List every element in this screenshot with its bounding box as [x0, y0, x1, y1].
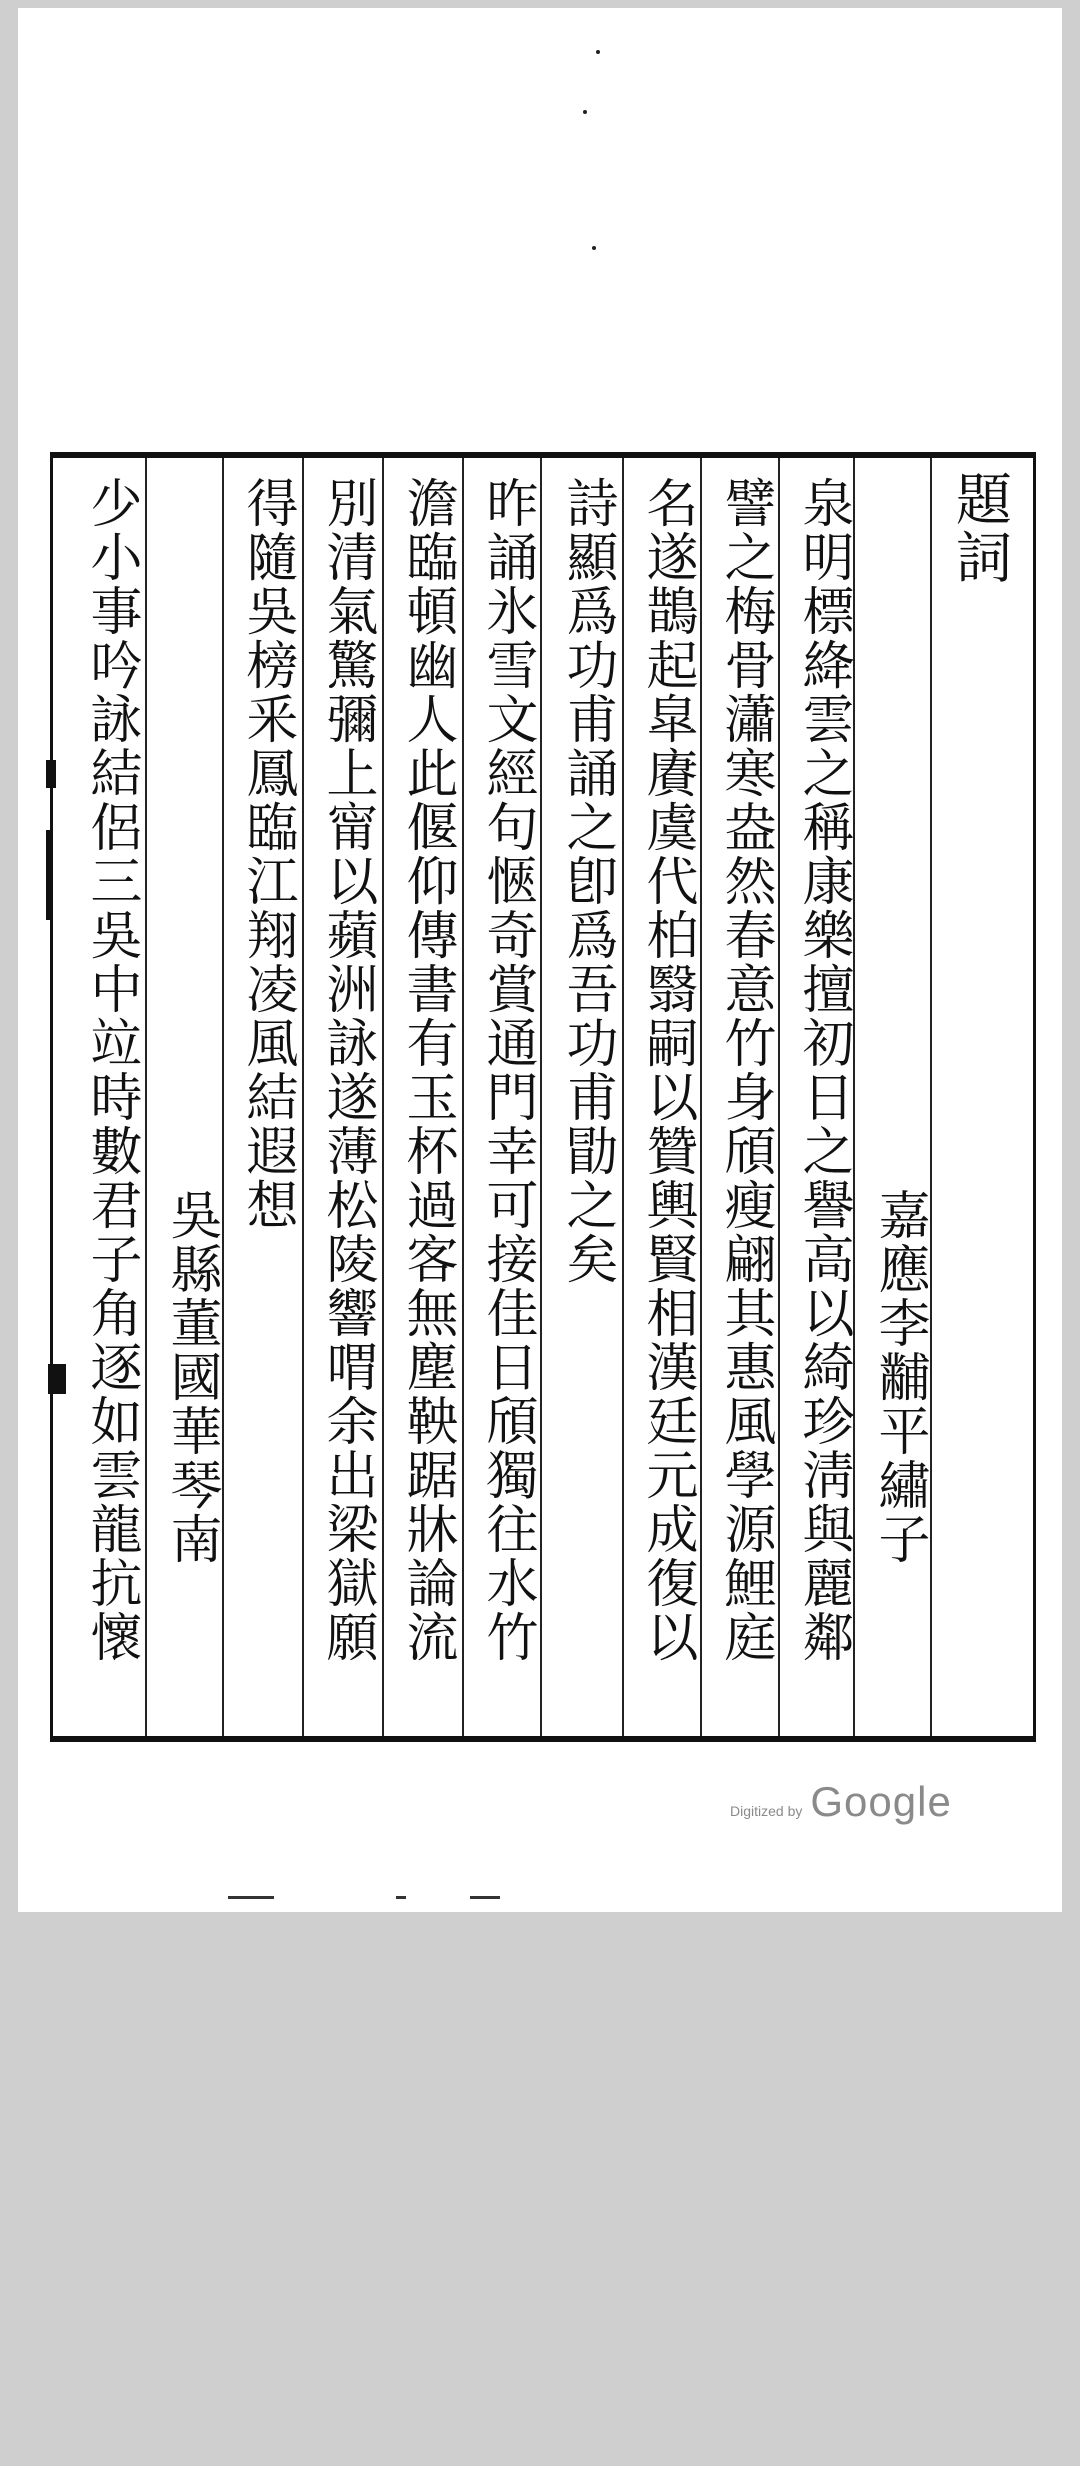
text-column: 得隨吳榜釆鳳臨江翔凌風結遐想: [237, 476, 297, 1232]
page-scratch: [228, 1896, 274, 1899]
speck: [583, 110, 587, 114]
speck: [596, 50, 600, 54]
page-scratch: [470, 1896, 500, 1899]
speck: [592, 246, 596, 250]
author-line: 吳縣董國華琴南: [161, 1188, 221, 1566]
page-scratch: [396, 1896, 406, 1899]
author-line: 嘉應李黼平繡子: [869, 1188, 929, 1566]
text-column: 澹臨頓幽人此偃仰傳書有玉杯過客無塵鞅踞牀論流: [397, 476, 457, 1664]
text-column: 泉明標絳雲之稱康樂擅初日之譽高以綺珍淸與麗鄰: [793, 476, 853, 1664]
text-column: 名遂鵲起皐賡虞代柏翳嗣以贊輿賢相漢廷元成復以: [637, 476, 697, 1664]
edge-mark: [46, 830, 52, 920]
google-logo-text: Google: [810, 1778, 952, 1825]
text-column: 詩顯爲功甫誦之卽爲吾功甫勖之矣: [557, 476, 617, 1286]
section-title: 題詞: [947, 470, 1012, 586]
text-column: 別清氣驚彌上甯以蘋洲詠遂薄松陵響喟余出梁獄願: [317, 476, 377, 1664]
digitized-footer: [730, 1778, 952, 1826]
edge-mark: [46, 760, 56, 788]
text-column: 昨誦氷雪文經句愜奇賞通門幸可接佳日頎獨往水竹: [477, 476, 537, 1664]
digitized-by-label: Digitized by: [730, 1803, 803, 1819]
text-column: 少小事吟詠結侶三吳中竝時數君子角逐如雲龍抗懷: [81, 476, 141, 1664]
edge-mark: [48, 1364, 66, 1394]
text-column: 譬之梅骨瀟寒盎然春意竹身頎瘦翩其惠風學源鯉庭: [715, 476, 775, 1664]
